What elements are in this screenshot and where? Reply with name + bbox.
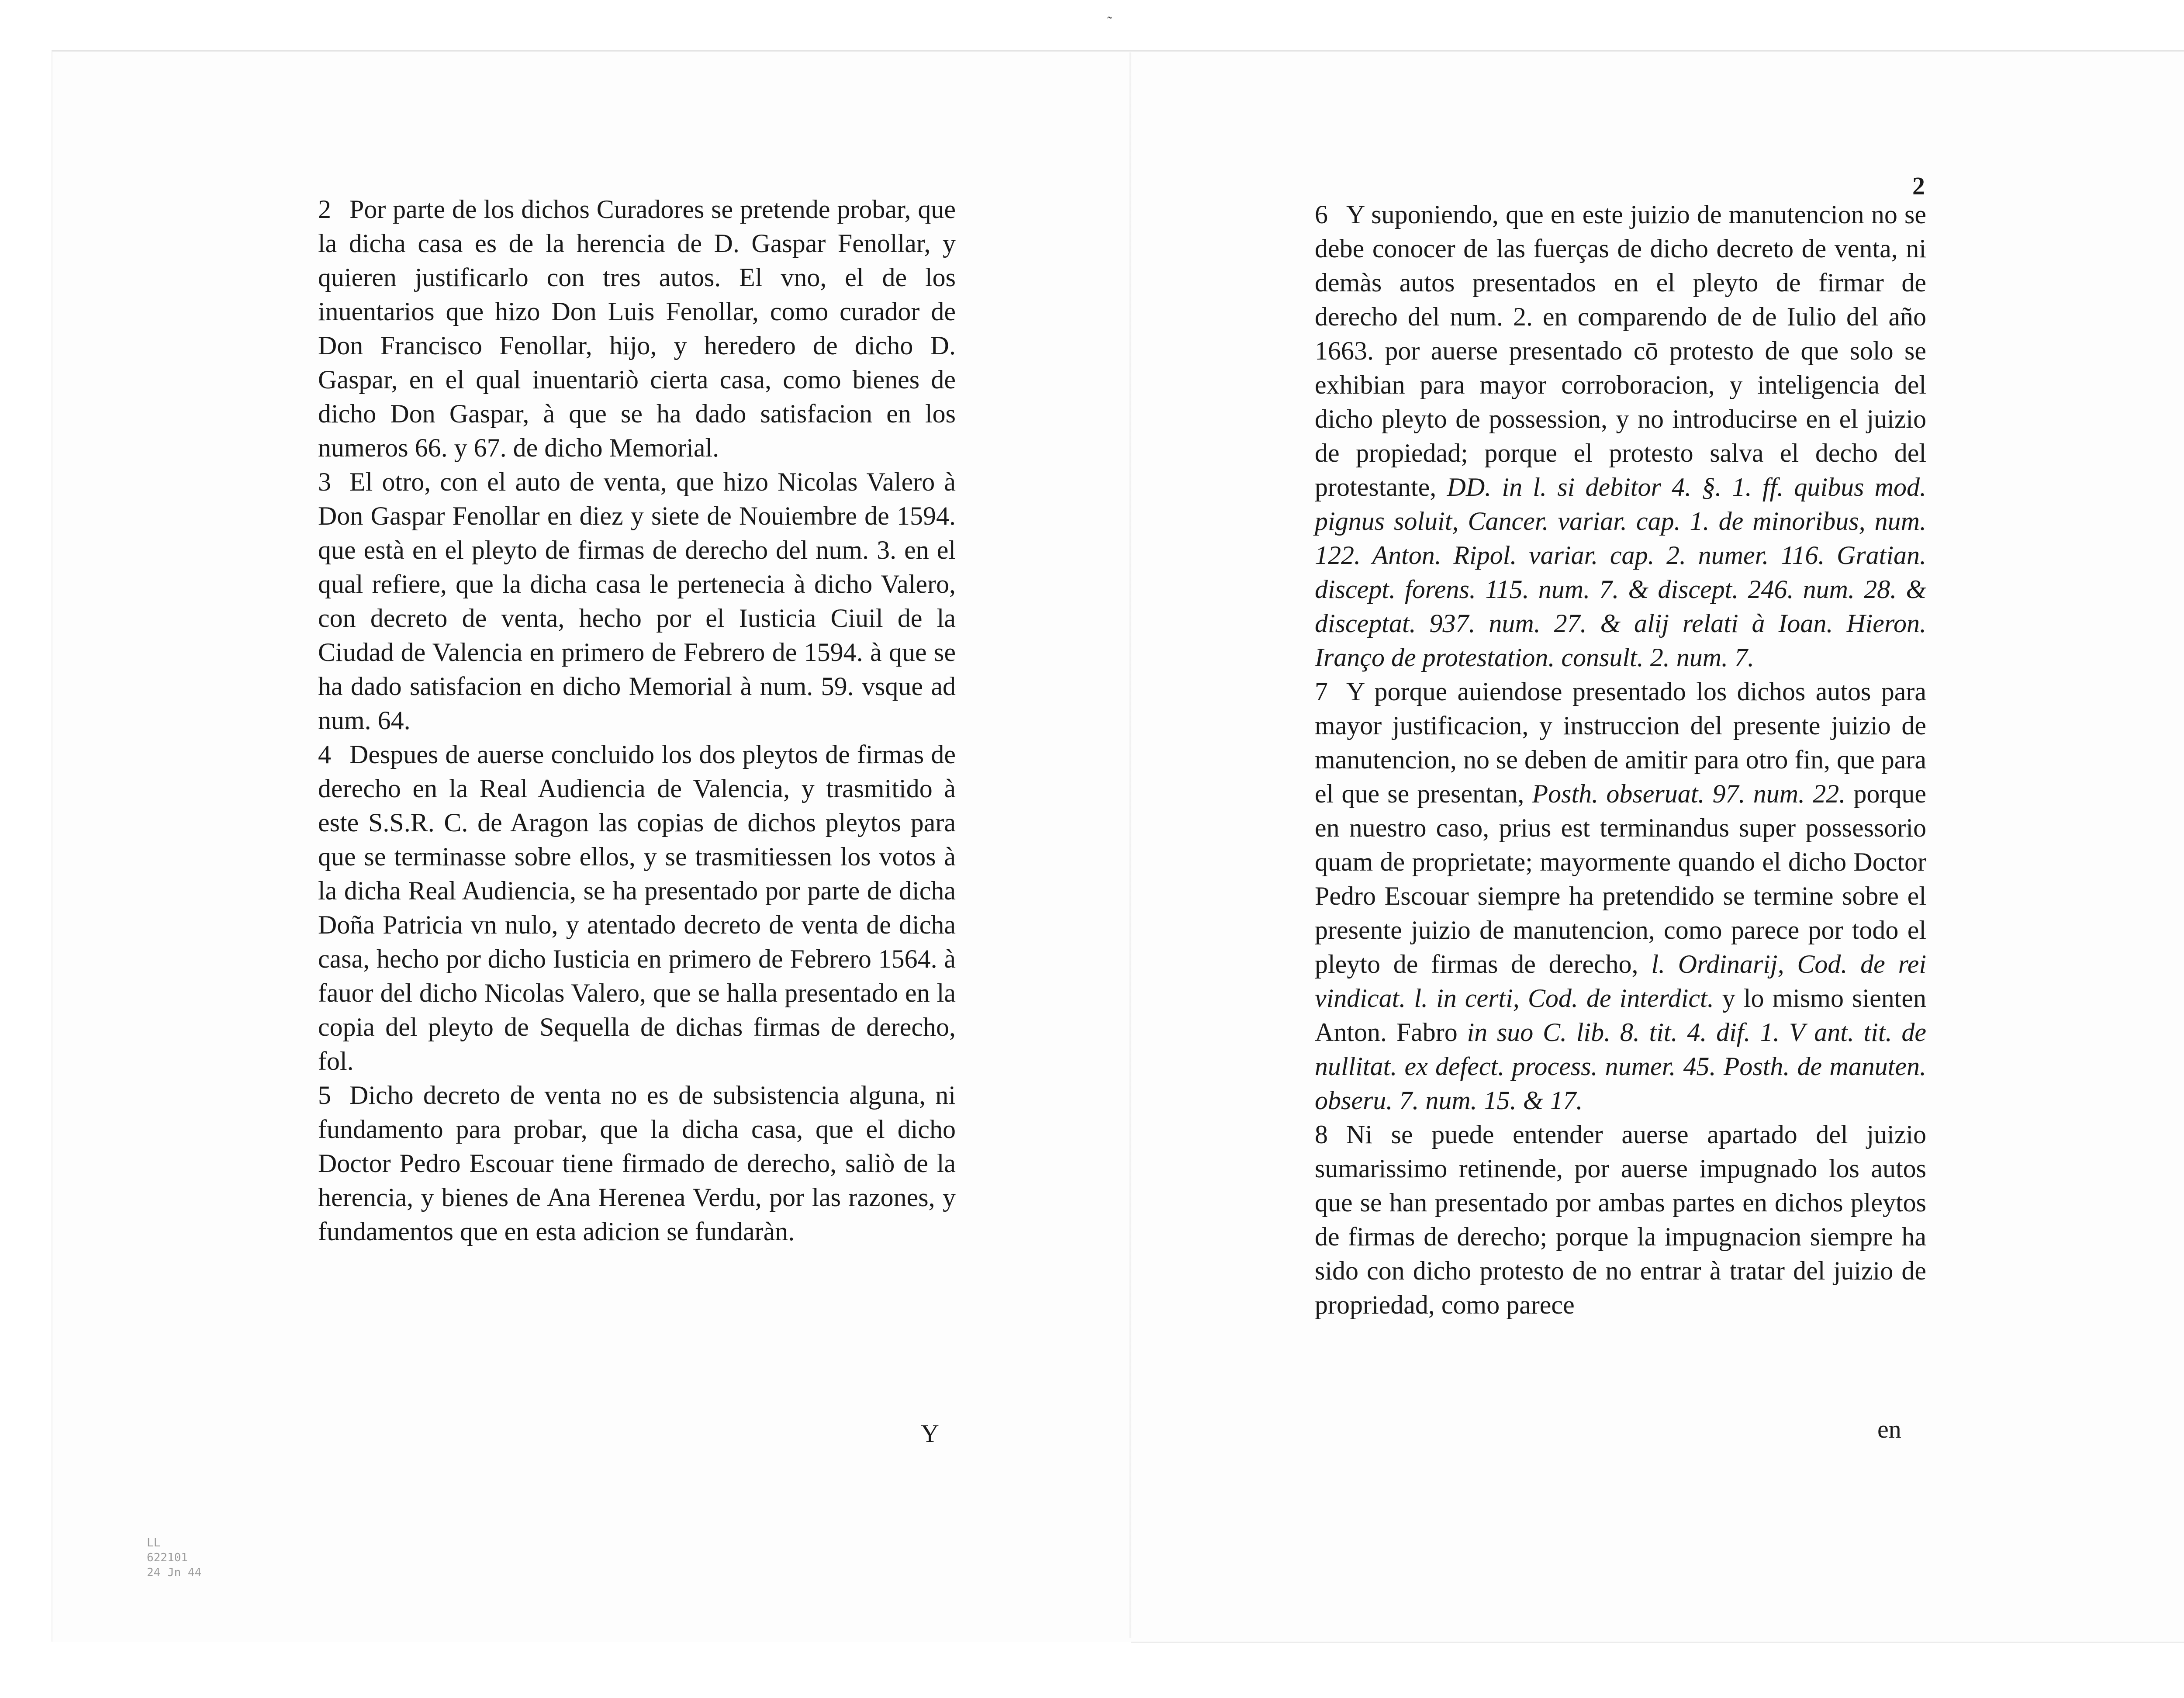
paragraph-number: 7: [1315, 677, 1328, 706]
paragraph-text: Y suponiendo, que en este juizio de manutencion no se debe conocer de las fuerças de dicho decreto de venta, ni demàs autos presentados en el pleyto de firmar de derecho del num. 2. en comparendo de de Iulio del año 1663. por auerse presentado cō protesto de que solo se exhibian para mayor corroboracion, y inteligencia del dicho pleyto de possession, y no introducirse en el juizio de propiedad; porque el protesto salva el decho del protestante,: [1315, 200, 1926, 501]
legal-citation: Posth. obseruat. 97. num. 22.: [1532, 779, 1846, 808]
right-catchword: en: [1877, 1415, 1901, 1443]
paragraph-text: Por parte de los dichos Curadores se pretende probar, que la dicha casa es de la herencia de D. Gaspar Fenollar, y quieren justificarlo con tres autos. El vno, el de los inuentarios que hizo Don Luis Fenollar, como curador de Don Francisco Fenollar, hijo, y heredero de dicho D. Gaspar, en el qual inuentariò cierta casa, como bienes de dicho Don Gaspar, à que se ha dado satisfacion en los numeros 66. y 67. de dicho Memorial.: [318, 195, 956, 462]
paragraph-text: Ni se puede entender auerse apartado del juizio sumarissimo retinende, por auerse impugnado los autos que se han presentado por ambas partes en dichos pleytos de firmas de derecho; porque la impugnacion siempre ha sido con dicho protesto de no entrar à tratar del juizio de propriedad, como parece: [1315, 1120, 1926, 1319]
top-mark: ˜: [1107, 14, 1113, 30]
paragraph-text: Y porque auiendose presentado los dichos autos para mayor justificacion, y instruccion del presente juizio de manutencion, no se deben de amitir para otro fin, que para el que se presentan,: [1315, 677, 1926, 808]
paragraph-7: [1315, 674, 1926, 1117]
paragraph-number: 8: [1315, 1120, 1328, 1149]
paragraph-text-cont: y lo mismo sienten Anton. Fabro: [1315, 984, 1926, 1047]
legal-citation: DD. in l. si debitor 4. §. 1. ff. quibus mod. pignus soluit, Cancer. variar. cap. 1. de minoribus, num. 122. Anton. Ripol. variar. cap. 2. numer. 116. Gratian. discept. forens. 115. num. 7. & discept. 246. num. 28. & disceptat. 937. num. 27. & alij relati à Ioan. Hieron. Iranço de protestation. consult. 2. num. 7.: [1315, 473, 1926, 672]
stamp-line: 24 Jn 44: [147, 1566, 202, 1579]
paragraph-4: [318, 737, 956, 1078]
left-catchword: Y: [921, 1419, 939, 1448]
library-shelfmark-stamp: [147, 1535, 212, 1580]
legal-citation: l. Ordinarij, Cod. de rei vindicat. l. in certi, Cod. de interdict.: [1315, 950, 1927, 1013]
paragraph-2: [318, 192, 956, 465]
paragraph-text: El otro, con el auto de venta, que hizo Nicolas Valero à Don Gaspar Fenollar en diez y siete de Nouiembre de 1594. que està en el pleyto de firmas de derecho del num. 3. en el qual refiere, que la dicha casa le pertenecia à dicho Valero, con decreto de venta, hecho por el Iusticia Ciuil de la Ciudad de Valencia en primero de Febrero de 1594. à que se ha dado satisfacion en dicho Memorial à num. 59. vsque ad num. 64.: [318, 467, 956, 735]
paragraph-number: 5: [318, 1081, 331, 1110]
stamp-line: 622101: [147, 1551, 188, 1564]
paragraph-number: 4: [318, 740, 331, 769]
paragraph-8: [1315, 1117, 1926, 1322]
paragraph-5: [318, 1078, 956, 1248]
right-column: [1315, 197, 1926, 1322]
left-column: [318, 192, 956, 1248]
paragraph-text: Despues de auerse concluido los dos pleytos de firmas de derecho en la Real Audiencia de Valencia, y trasmitido à este S.S.R. C. de Aragon las copias de dichos pleytos para que se terminasse sobre ellos, y se trasmitiessen los votos à la dicha Real Audiencia, se ha presentado por parte de dicha Doña Patricia vn nulo, y atentado decreto de venta de dicha casa, hecho por dicho Iusticia en primero de Febrero 1564. à fauor del dicho Nicolas Valero, que se halla presentado en la copia del pleyto de Sequella de dichas firmas de derecho, fol.: [318, 740, 956, 1076]
paragraph-number: 6: [1315, 200, 1328, 229]
paragraph-text: Dicho decreto de venta no es de subsistencia alguna, ni fundamento para probar, que la dicha casa, que el dicho Doctor Pedro Escouar tiene firmado de derecho, saliò de la herencia, y bienes de Ana Herenea Verdu, por las razones, y fundamentos que en esta adicion se fundaràn.: [318, 1081, 956, 1246]
page-number: 2: [1912, 172, 1925, 200]
paragraph-number: 3: [318, 467, 331, 496]
paragraph-3: [318, 465, 956, 737]
paragraph-6: [1315, 197, 1926, 674]
stamp-line: LL: [147, 1536, 161, 1549]
paragraph-number: 2: [318, 195, 331, 224]
legal-citation: in suo C. lib. 8. tit. 4. dif. 1. V ant. tit. de nullitat. ex defect. process. numer. 45. Posth. de manuten. obseru. 7. num. 15. & 17.: [1315, 1018, 1927, 1115]
paragraph-text-cont: porque en nuestro caso, prius est terminandus super possessorio quam de proprietate; mayormente quando el dicho Doctor Pedro Escouar siempre ha pretendido se termine sobre el presente juizio de manutencion, como parece por todo el pleyto de firmas de derecho,: [1315, 779, 1927, 979]
